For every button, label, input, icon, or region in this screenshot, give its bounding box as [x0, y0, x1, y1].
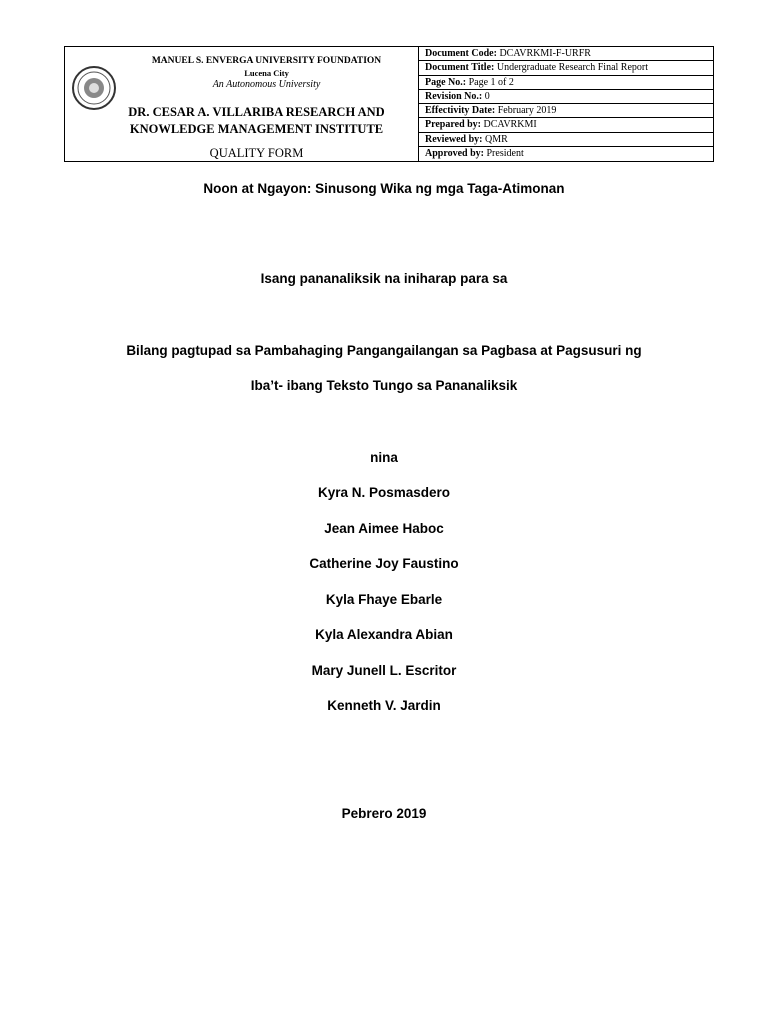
requirement-line-2: Iba’t- ibang Teksto Tungo sa Pananaliksik: [250, 378, 518, 393]
university-subtitle: An Autonomous University: [212, 79, 321, 90]
info-row-page-no: Page No.: Page 1 of 2: [419, 76, 713, 90]
presented-statement: Isang pananaliksik na iniharap para sa: [260, 271, 508, 286]
info-row-prepared-by: Prepared by: DCAVRKMI: [419, 118, 713, 132]
institute-name-line2: KNOWLEDGE MANAGEMENT INSTITUTE: [129, 122, 384, 136]
document-header: [64, 46, 714, 162]
info-row-effectivity-date: Effectivity Date: February 2019: [419, 104, 713, 118]
institute-name: [95, 104, 418, 138]
info-row-document-title: Document Title: Undergraduate Research Final Report: [419, 61, 713, 75]
author-name: Jean Aimee Haboc: [324, 521, 444, 536]
university-name: MANUEL S. ENVERGA UNIVERSITY FOUNDATION: [151, 56, 382, 66]
header-institution-block: [65, 47, 419, 161]
info-row-reviewed-by: Reviewed by: QMR: [419, 133, 713, 147]
info-row-revision-no: Revision No.: 0: [419, 90, 713, 104]
author-name: Kyla Fhaye Ebarle: [325, 592, 443, 607]
document-info-table: [419, 47, 713, 161]
submission-date: Pebrero 2019: [341, 806, 427, 821]
form-type: QUALITY FORM: [209, 146, 304, 160]
research-title: Noon at Ngayon: Sinusong Wika ng mga Taga-Atimonan: [203, 181, 565, 196]
author-name: Kyla Alexandra Abian: [315, 627, 453, 642]
info-row-document-code: Document Code: DCAVRKMI-F-URFR: [419, 47, 713, 61]
author-name: Catherine Joy Faustino: [309, 556, 459, 571]
info-row-approved-by: Approved by: President: [425, 148, 524, 160]
author-name: Kenneth V. Jardin: [327, 698, 441, 713]
university-city: Lucena City: [244, 68, 289, 78]
requirement-line-1: Bilang pagtupad sa Pambahaging Pangangailangan sa Pagbasa at Pagsusuri ng: [126, 343, 642, 358]
institute-name-line1: DR. CESAR A. VILLARIBA RESEARCH AND: [128, 105, 385, 119]
author-name: Kyra N. Posmasdero: [317, 485, 451, 500]
author-name: Mary Junell L. Escritor: [311, 663, 457, 678]
by-label: nina: [370, 450, 398, 465]
